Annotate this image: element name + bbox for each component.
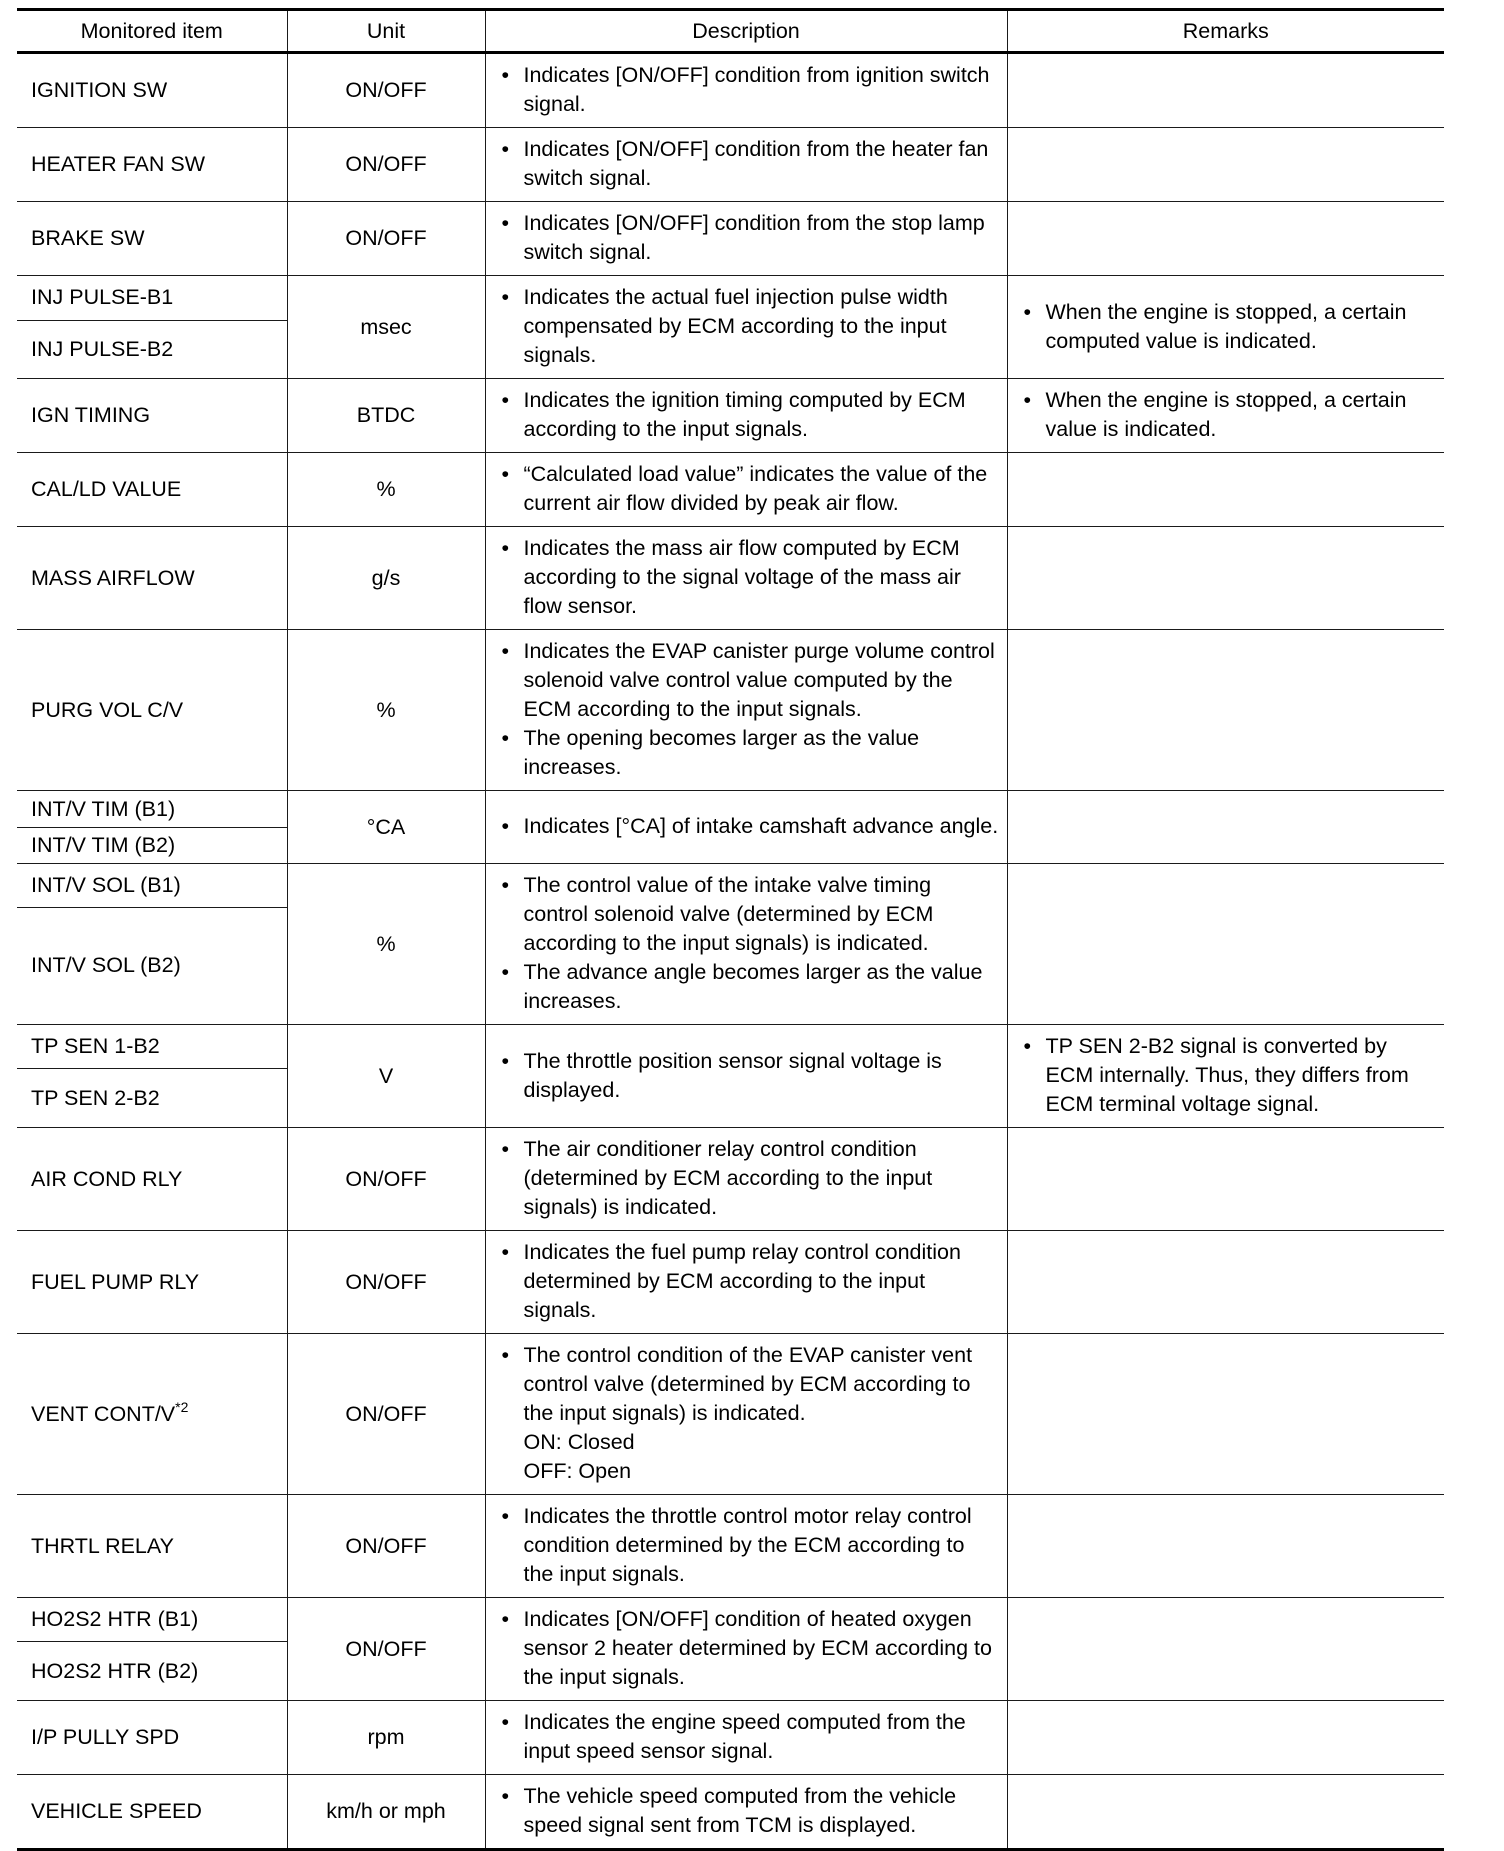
table-row — [17, 379, 1444, 453]
monitored-item: HEATER FAN SW — [17, 128, 287, 202]
description-bullet: • Indicates [ON/OFF] condition from the heater fan switch signal. — [498, 135, 999, 193]
description — [485, 1701, 1007, 1775]
remarks — [1007, 1334, 1444, 1495]
monitor-item-table — [17, 8, 1444, 1851]
monitored-item: HO2S2 HTR (B1) — [17, 1598, 287, 1642]
description-bullet: • The control value of the intake valve timing control solenoid valve (determined by ECM according to the input signals) is indicated. — [498, 871, 999, 958]
unit: km/h or mph — [287, 1775, 485, 1850]
remarks — [1007, 791, 1444, 864]
remarks — [1007, 864, 1444, 1025]
description — [485, 128, 1007, 202]
description — [485, 53, 1007, 128]
remarks — [1007, 1128, 1444, 1231]
monitored-item: IGNITION SW — [17, 53, 287, 128]
description-bullet: • The air conditioner relay control condition (determined by ECM according to the input signals) is indicated. — [498, 1135, 999, 1222]
remarks — [1007, 1598, 1444, 1701]
description-bullet: • “Calculated load value” indicates the value of the current air flow divided by peak air flow. — [498, 460, 999, 518]
remarks — [1007, 276, 1444, 379]
table-row — [17, 453, 1444, 527]
remarks — [1007, 1495, 1444, 1598]
monitored-item: PURG VOL C/V — [17, 630, 287, 791]
table-row — [17, 1334, 1444, 1495]
monitored-item: INJ PULSE-B1 — [17, 276, 287, 321]
monitored-item — [17, 1334, 287, 1495]
description — [485, 276, 1007, 379]
table-row — [17, 864, 1444, 908]
unit: ON/OFF — [287, 1231, 485, 1334]
description — [485, 202, 1007, 276]
remarks — [1007, 1231, 1444, 1334]
table-header-row — [17, 10, 1444, 53]
description — [485, 1598, 1007, 1701]
table-row — [17, 1775, 1444, 1850]
table-row — [17, 791, 1444, 828]
monitored-item: VEHICLE SPEED — [17, 1775, 287, 1850]
header-unit: Unit — [287, 10, 485, 53]
monitored-item: INJ PULSE-B2 — [17, 320, 287, 378]
description-bullet: • Indicates the EVAP canister purge volume control solenoid valve control value computed by the ECM according to the input signals. — [498, 637, 999, 724]
remarks — [1007, 453, 1444, 527]
remarks — [1007, 1775, 1444, 1850]
table-row — [17, 527, 1444, 630]
description — [485, 791, 1007, 864]
remarks — [1007, 379, 1444, 453]
unit: ON/OFF — [287, 1598, 485, 1701]
monitored-item: TP SEN 1-B2 — [17, 1025, 287, 1069]
table-row — [17, 53, 1444, 128]
unit: ON/OFF — [287, 1128, 485, 1231]
monitored-item: IGN TIMING — [17, 379, 287, 453]
remarks — [1007, 630, 1444, 791]
remarks — [1007, 1025, 1444, 1128]
monitored-item: BRAKE SW — [17, 202, 287, 276]
monitored-item: INT/V SOL (B2) — [17, 907, 287, 1024]
header-monitored-item: Monitored item — [17, 10, 287, 53]
remarks — [1007, 1701, 1444, 1775]
unit: ON/OFF — [287, 128, 485, 202]
monitored-item: CAL/LD VALUE — [17, 453, 287, 527]
remarks — [1007, 527, 1444, 630]
description-bullet: • Indicates [ON/OFF] condition from the stop lamp switch signal. — [498, 209, 999, 267]
description — [485, 1128, 1007, 1231]
table-row — [17, 1495, 1444, 1598]
description-bullet: • Indicates the fuel pump relay control condition determined by ECM according to the input signals. — [498, 1238, 999, 1325]
table-row — [17, 630, 1444, 791]
description-bullet: • Indicates the engine speed computed from the input speed sensor signal. — [498, 1708, 999, 1766]
description — [485, 1025, 1007, 1128]
table-row — [17, 1598, 1444, 1642]
description-bullet: • Indicates [ON/OFF] condition from ignition switch signal. — [498, 61, 999, 119]
monitored-item: TP SEN 2-B2 — [17, 1069, 287, 1128]
header-description: Description — [485, 10, 1007, 53]
description — [485, 453, 1007, 527]
description-bullet: • The vehicle speed computed from the vehicle speed signal sent from TCM is displayed. — [498, 1782, 999, 1840]
table-row — [17, 1701, 1444, 1775]
monitored-item: HO2S2 HTR (B2) — [17, 1642, 287, 1701]
monitored-item: THRTL RELAY — [17, 1495, 287, 1598]
description — [485, 379, 1007, 453]
description-bullet: • The advance angle becomes larger as the value increases. — [498, 958, 999, 1016]
unit: % — [287, 630, 485, 791]
monitored-item: INT/V TIM (B1) — [17, 791, 287, 828]
description-bullet: • The opening becomes larger as the value increases. — [498, 724, 999, 782]
table-row — [17, 1128, 1444, 1231]
description-bullet: • Indicates the ignition timing computed by ECM according to the input signals. — [498, 386, 999, 444]
description-bullet: • Indicates the mass air flow computed by ECM according to the signal voltage of the mass air flow sensor. — [498, 534, 999, 621]
unit: g/s — [287, 527, 485, 630]
description-bullet: • Indicates [ON/OFF] condition of heated oxygen sensor 2 heater determined by ECM according to the input signals. — [498, 1605, 999, 1692]
footnote-marker: *2 — [175, 1398, 189, 1415]
description — [485, 864, 1007, 1025]
description — [485, 527, 1007, 630]
monitored-item: FUEL PUMP RLY — [17, 1231, 287, 1334]
unit: % — [287, 453, 485, 527]
unit: BTDC — [287, 379, 485, 453]
monitored-item: MASS AIRFLOW — [17, 527, 287, 630]
table-row — [17, 1231, 1444, 1334]
monitored-item: I/P PULLY SPD — [17, 1701, 287, 1775]
unit: msec — [287, 276, 485, 379]
remarks — [1007, 128, 1444, 202]
description — [485, 630, 1007, 791]
table-row — [17, 202, 1444, 276]
remarks-bullet: • TP SEN 2-B2 signal is converted by ECM internally. Thus, they differs from ECM terminal voltage signal. — [1020, 1032, 1437, 1119]
unit: rpm — [287, 1701, 485, 1775]
unit: ON/OFF — [287, 1495, 485, 1598]
monitored-item-label: VENT CONT/V — [31, 1401, 176, 1426]
table-row — [17, 1025, 1444, 1069]
monitored-item: INT/V SOL (B1) — [17, 864, 287, 908]
description — [485, 1231, 1007, 1334]
description — [485, 1334, 1007, 1495]
description — [485, 1495, 1007, 1598]
description-bullet: • The control condition of the EVAP canister vent control valve (determined by ECM according to the input signals) is indicated. — [498, 1341, 999, 1428]
description-bullet: • The throttle position sensor signal voltage is displayed. — [498, 1047, 999, 1105]
monitored-item: AIR COND RLY — [17, 1128, 287, 1231]
unit: V — [287, 1025, 485, 1128]
remarks-bullet: • When the engine is stopped, a certain computed value is indicated. — [1020, 298, 1437, 356]
description-on-state: ON: Closed — [523, 1430, 635, 1454]
unit: % — [287, 864, 485, 1025]
description-bullet: • Indicates the throttle control motor relay control condition determined by the ECM according to the input signals. — [498, 1502, 999, 1589]
remarks — [1007, 53, 1444, 128]
unit: °CA — [287, 791, 485, 864]
description — [485, 1775, 1007, 1850]
header-remarks: Remarks — [1007, 10, 1444, 53]
remarks-bullet: • When the engine is stopped, a certain value is indicated. — [1020, 386, 1437, 444]
description-off-state: OFF: Open — [523, 1459, 632, 1483]
unit: ON/OFF — [287, 53, 485, 128]
remarks — [1007, 202, 1444, 276]
table-row — [17, 276, 1444, 321]
unit: ON/OFF — [287, 202, 485, 276]
description-bullet: • Indicates the actual fuel injection pulse width compensated by ECM according to the input signals. — [498, 283, 999, 370]
unit: ON/OFF — [287, 1334, 485, 1495]
table-row — [17, 128, 1444, 202]
monitored-item: INT/V TIM (B2) — [17, 828, 287, 864]
description-bullet: • Indicates [°CA] of intake camshaft advance angle. — [498, 812, 999, 841]
